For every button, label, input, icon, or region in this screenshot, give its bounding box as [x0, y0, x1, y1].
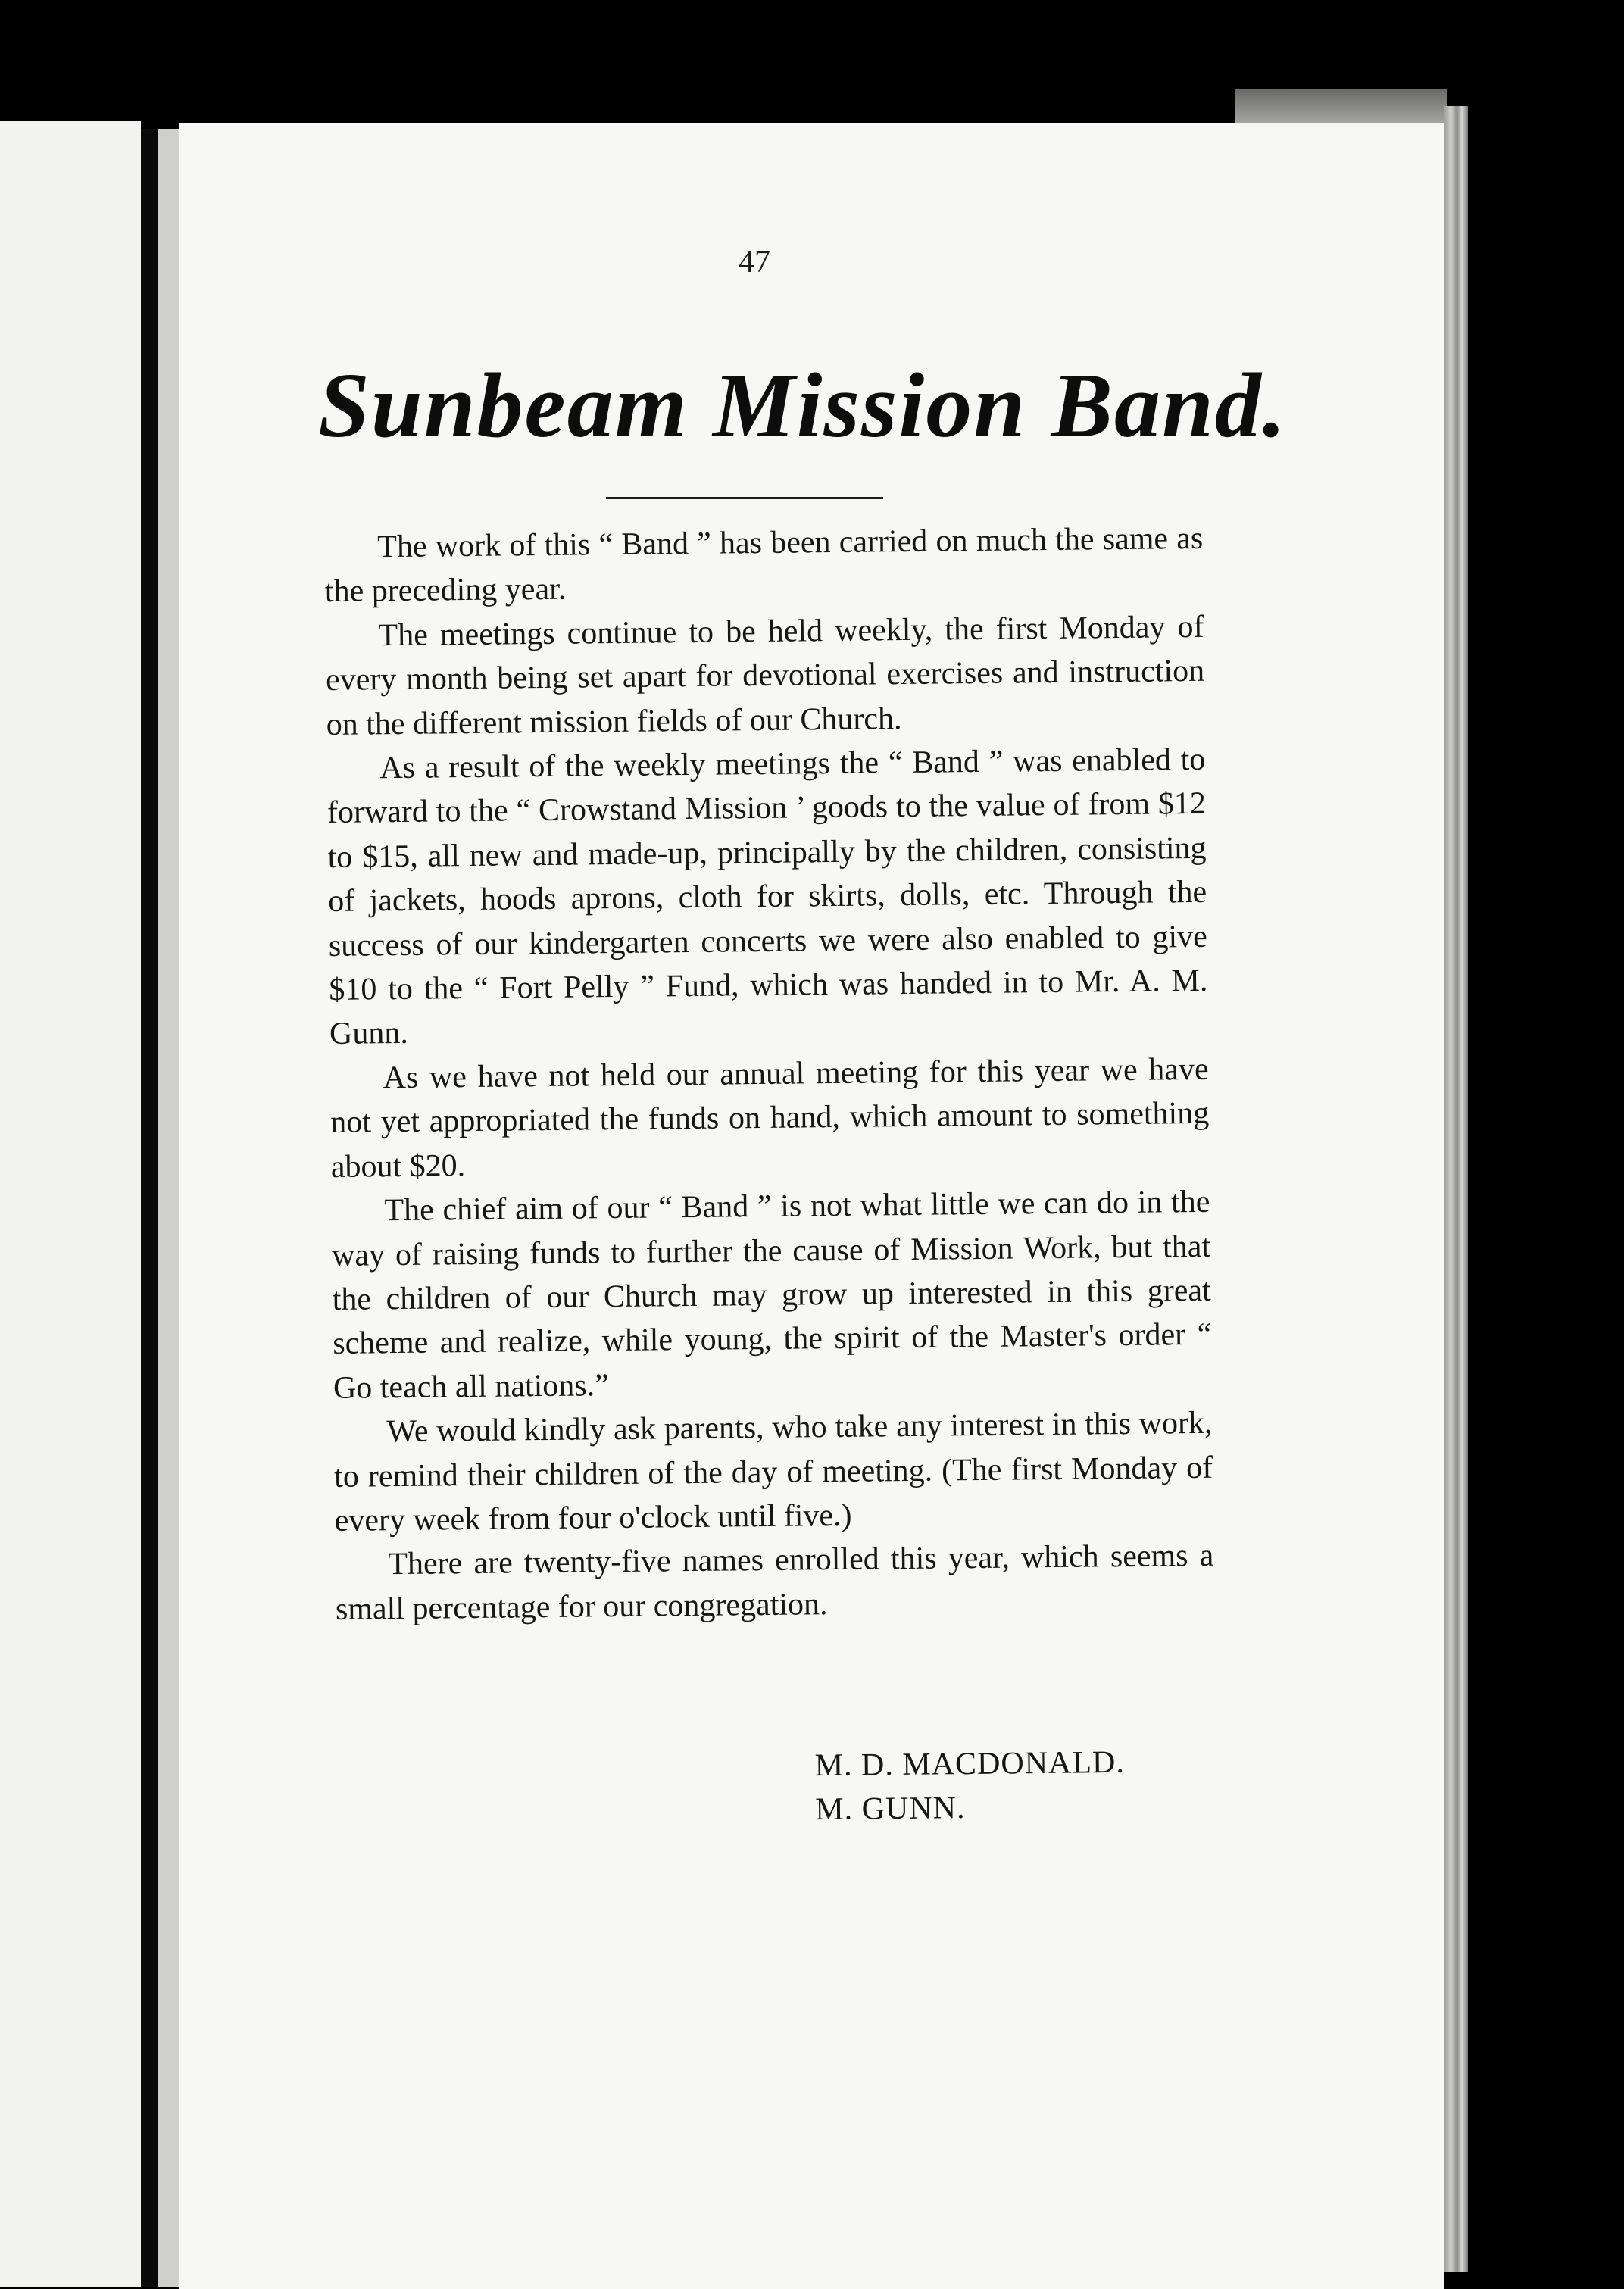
body-text	[324, 517, 1214, 1632]
paragraph: As a result of the weekly meetings the “ Band ” was enabled to forward to the “ Crowstand Mission ’ goods to the value of from $12 to $15, all new and made-up, principally by the children, consisting of jackets, hoods aprons, cloth for skirts, dolls, etc. Through the success of our kindergarten concerts we were also enabled to give $10 to the “ Fort Pelly ” Fund, which was handed in to Mr. A. M. Gunn.	[326, 742, 1208, 1052]
paragraph: The chief aim of our “ Band ” is not what little we can do in the way of raising funds to further the cause of Mission Work, but that the children of our Church may grow up interested in this great scheme and realize, while young, the spirit of the Master's order “ Go teach all nations.”	[331, 1184, 1212, 1406]
paragraph: As we have not held our annual meeting for this year we have not yet appropriated the funds on hand, which amount to something about $20.	[330, 1051, 1210, 1185]
book-gutter	[141, 129, 158, 2287]
page-edge-top	[1235, 89, 1447, 123]
signature-block	[814, 1741, 1125, 1832]
paragraph: There are twenty-five names enrolled this year, which seems a small percentage for our congregation.	[335, 1538, 1214, 1627]
page-number: 47	[739, 245, 770, 279]
title-rule	[606, 497, 883, 499]
paragraph: The work of this “ Band ” has been carried on much the same as the preceding year.	[324, 520, 1204, 610]
facing-page	[0, 121, 141, 2287]
paragraph: We would kindly ask parents, who take any interest in this work, to remind their children of the day of meeting. (The first Monday of every week from four o'clock until five.)	[333, 1405, 1213, 1538]
signature-name: M. GUNN.	[815, 1791, 966, 1828]
signature-name: M. D. MACDONALD.	[814, 1744, 1126, 1784]
page-title: Sunbeam Mission Band.	[318, 354, 1288, 457]
paragraph: The meetings continue to be held weekly, the first Monday of every month being set apart for devotional exercises and instruction on the different mission fields of our Church.	[325, 609, 1205, 742]
page-edge	[1444, 106, 1468, 2272]
gutter-shadow	[158, 129, 179, 2287]
